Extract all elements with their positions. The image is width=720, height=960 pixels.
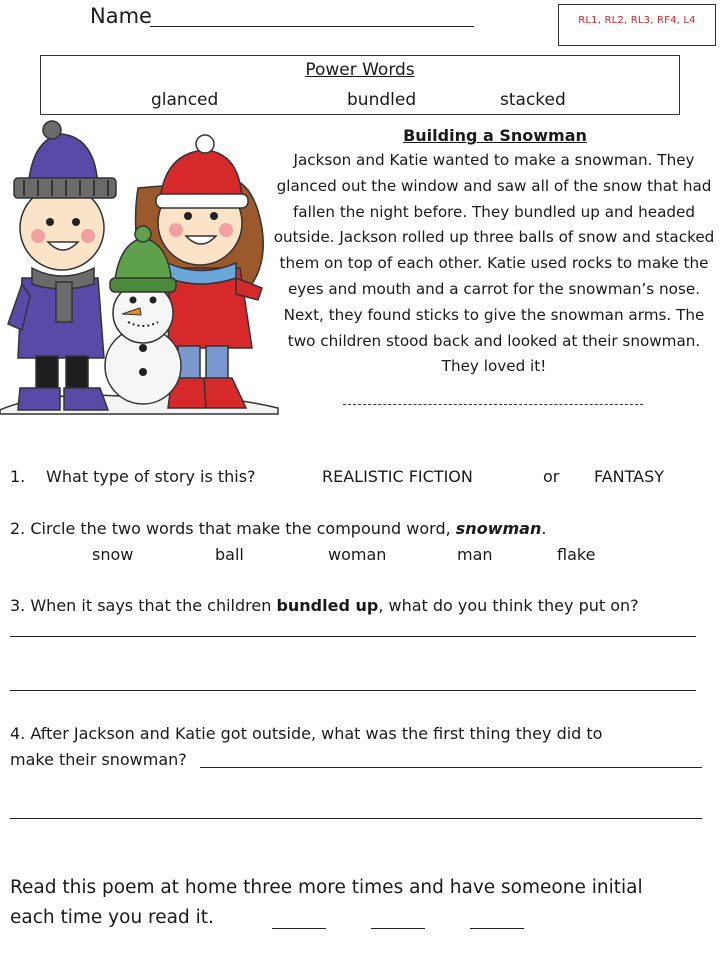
name-field[interactable] [150, 26, 474, 27]
q4-line-2: make their snowman? [10, 750, 187, 769]
footer-line-1: Read this poem at home three more times and have someone initial [10, 877, 643, 898]
q4-answer-line-2[interactable] [10, 818, 702, 819]
q1-or: or [543, 467, 560, 486]
q2-choice-flake[interactable]: flake [557, 545, 596, 564]
q2-choice-ball[interactable]: ball [215, 545, 244, 564]
q3-text [10, 596, 639, 615]
q2-choice-woman[interactable]: woman [328, 545, 387, 564]
q2-compound-word: snowman [455, 519, 542, 538]
q2-choice-snow[interactable]: snow [92, 545, 134, 564]
power-words-box [40, 55, 680, 115]
q1-option-fantasy[interactable]: FANTASY [594, 467, 665, 486]
q1-text: What type of story is this? [46, 467, 256, 486]
q2-choice-man[interactable]: man [457, 545, 493, 564]
kids-snowman-illustration [0, 118, 280, 418]
q2-period: . [541, 519, 547, 538]
q4-line-1: 4. After Jackson and Katie got outside, what was the first thing they did to [10, 724, 603, 743]
power-words-title: Power Words [305, 60, 415, 80]
q3-answer-line-2[interactable] [10, 690, 696, 691]
q3-after: , what do you think they put on? [378, 596, 639, 615]
power-word-stacked: stacked [500, 90, 566, 110]
power-word-glanced: glanced [151, 90, 219, 110]
q3-answer-line-1[interactable] [10, 636, 696, 637]
footer-line-2: each time you read it. [10, 907, 214, 928]
power-word-bundled: bundled [347, 90, 417, 110]
name-label: Name [90, 4, 152, 28]
standards-text: RL1, RL2, RL3, RF4, L4 [578, 15, 696, 26]
q2-prompt: 2. Circle the two words that make the compound word, [10, 519, 451, 538]
q2-text [10, 519, 546, 538]
q1-number: 1. [10, 467, 26, 486]
initial-line-2[interactable] [371, 928, 425, 929]
q4-answer-line-1[interactable] [200, 767, 702, 768]
story-title: Building a Snowman [403, 126, 587, 145]
q1-option-realistic-fiction[interactable]: REALISTIC FICTION [322, 467, 473, 486]
q3-before: 3. When it says that the children [10, 596, 272, 615]
story-divider [343, 404, 643, 405]
standards-box [558, 4, 716, 46]
story-text: Jackson and Katie wanted to make a snowman. They glanced out the window and saw all of the snow that had fallen the night before. They bundled up and headed outside. Jackson rolled up three balls of snow and stacked them on top of each other. Katie used rocks to make the eyes and mouth and a carrot for the snowman’s nose. Next, they found sticks to give the snowman arms. The two children stood back and looked at their snowman. They loved it! [273, 151, 715, 376]
q3-phrase: bundled up [276, 596, 379, 615]
initial-line-3[interactable] [470, 928, 524, 929]
initial-line-1[interactable] [272, 928, 326, 929]
